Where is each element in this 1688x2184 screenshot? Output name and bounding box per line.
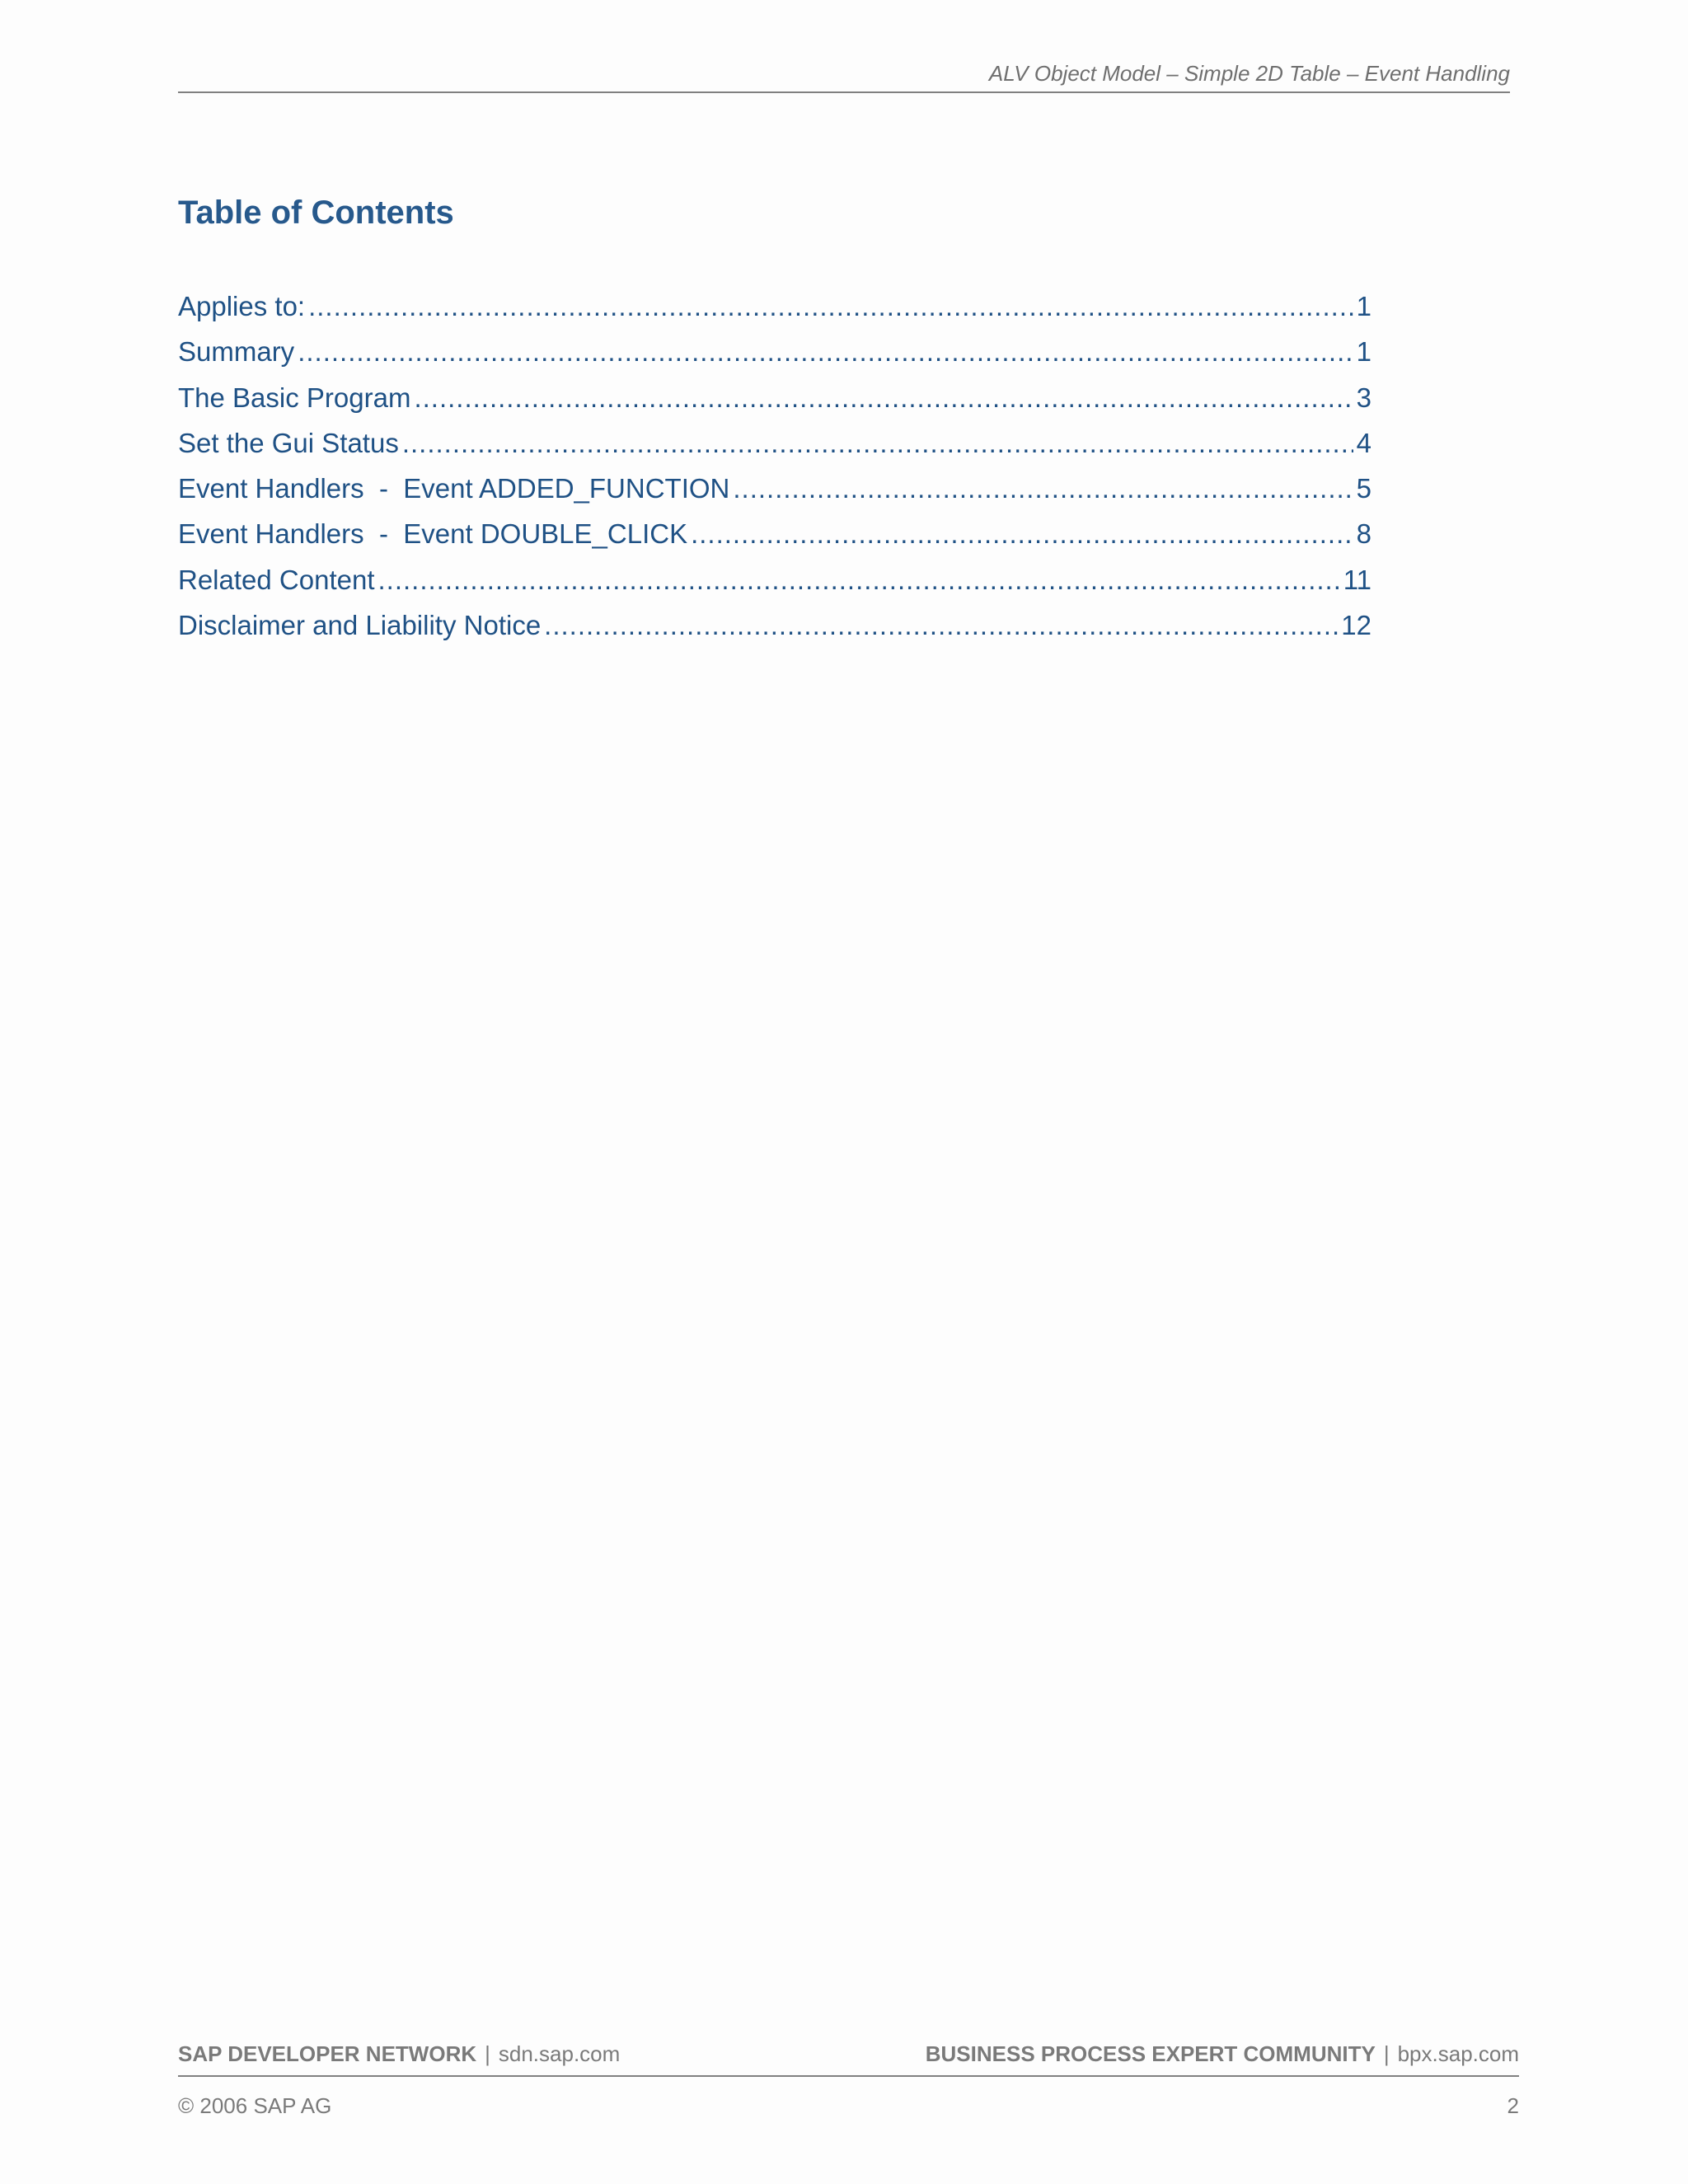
footer-sdn bbox=[178, 2041, 620, 2067]
toc-entry-title: Related Content bbox=[178, 564, 375, 595]
footer-separator: | bbox=[485, 2041, 490, 2066]
toc-entry-applies-to[interactable] bbox=[178, 291, 1372, 336]
header-divider bbox=[178, 91, 1510, 93]
footer-bpx-link[interactable]: bpx.sap.com bbox=[1397, 2041, 1519, 2066]
copyright: © 2006 SAP AG bbox=[178, 2093, 332, 2118]
toc-entry-page: 8 bbox=[1356, 518, 1372, 550]
toc-entry-page: 3 bbox=[1356, 382, 1372, 413]
footer-sdn-link[interactable]: sdn.sap.com bbox=[498, 2041, 621, 2066]
toc-leader-dots bbox=[308, 291, 1353, 322]
toc-entry-title: Set the Gui Status bbox=[178, 427, 399, 458]
toc-leader-dots bbox=[298, 336, 1353, 368]
toc-entry-added-function[interactable] bbox=[178, 473, 1372, 518]
toc-entry-gui-status[interactable] bbox=[178, 428, 1372, 473]
toc-entry-disclaimer[interactable] bbox=[178, 610, 1372, 655]
footer-bpx bbox=[926, 2041, 1519, 2067]
toc-entry-page: 11 bbox=[1343, 564, 1372, 595]
toc-entry-title: The Basic Program bbox=[178, 382, 411, 413]
toc-entry-page: 1 bbox=[1356, 336, 1372, 368]
toc-entry-page: 12 bbox=[1341, 610, 1372, 641]
toc-leader-dots bbox=[414, 382, 1353, 414]
toc-entry-summary[interactable] bbox=[178, 336, 1372, 382]
footer-separator: | bbox=[1383, 2041, 1390, 2066]
toc-entry-title: Event Handlers - Event DOUBLE_CLICK bbox=[178, 518, 688, 550]
toc-leader-dots bbox=[733, 473, 1353, 504]
toc-entry-page: 1 bbox=[1356, 291, 1372, 321]
toc-entry-page: 5 bbox=[1356, 473, 1372, 504]
toc-entry-title: Summary bbox=[178, 336, 295, 368]
toc-entry-related-content[interactable] bbox=[178, 565, 1372, 610]
toc-entry-double-click[interactable] bbox=[178, 518, 1372, 564]
footer-bpx-label: BUSINESS PROCESS EXPERT COMMUNITY bbox=[925, 2041, 1376, 2066]
toc-entry-page: 4 bbox=[1356, 427, 1372, 458]
toc-entry-title: Event Handlers - Event ADDED_FUNCTION bbox=[178, 473, 730, 504]
page-number: 2 bbox=[1507, 2093, 1519, 2118]
footer-sdn-label: SAP DEVELOPER NETWORK bbox=[178, 2041, 477, 2066]
toc-entry-title: Applies to: bbox=[178, 291, 306, 321]
running-header-title: ALV Object Model – Simple 2D Table – Event Handling bbox=[988, 61, 1510, 86]
toc-list bbox=[178, 291, 1372, 655]
toc-leader-dots bbox=[691, 518, 1353, 550]
toc-leader-dots bbox=[378, 565, 1340, 596]
toc-entry-basic-program[interactable] bbox=[178, 382, 1372, 428]
toc-entry-title: Disclaimer and Liability Notice bbox=[178, 610, 542, 641]
footer-divider bbox=[178, 2075, 1519, 2077]
toc-leader-dots bbox=[544, 610, 1338, 641]
toc-leader-dots bbox=[402, 428, 1353, 459]
toc-heading: Table of Contents bbox=[178, 194, 454, 231]
